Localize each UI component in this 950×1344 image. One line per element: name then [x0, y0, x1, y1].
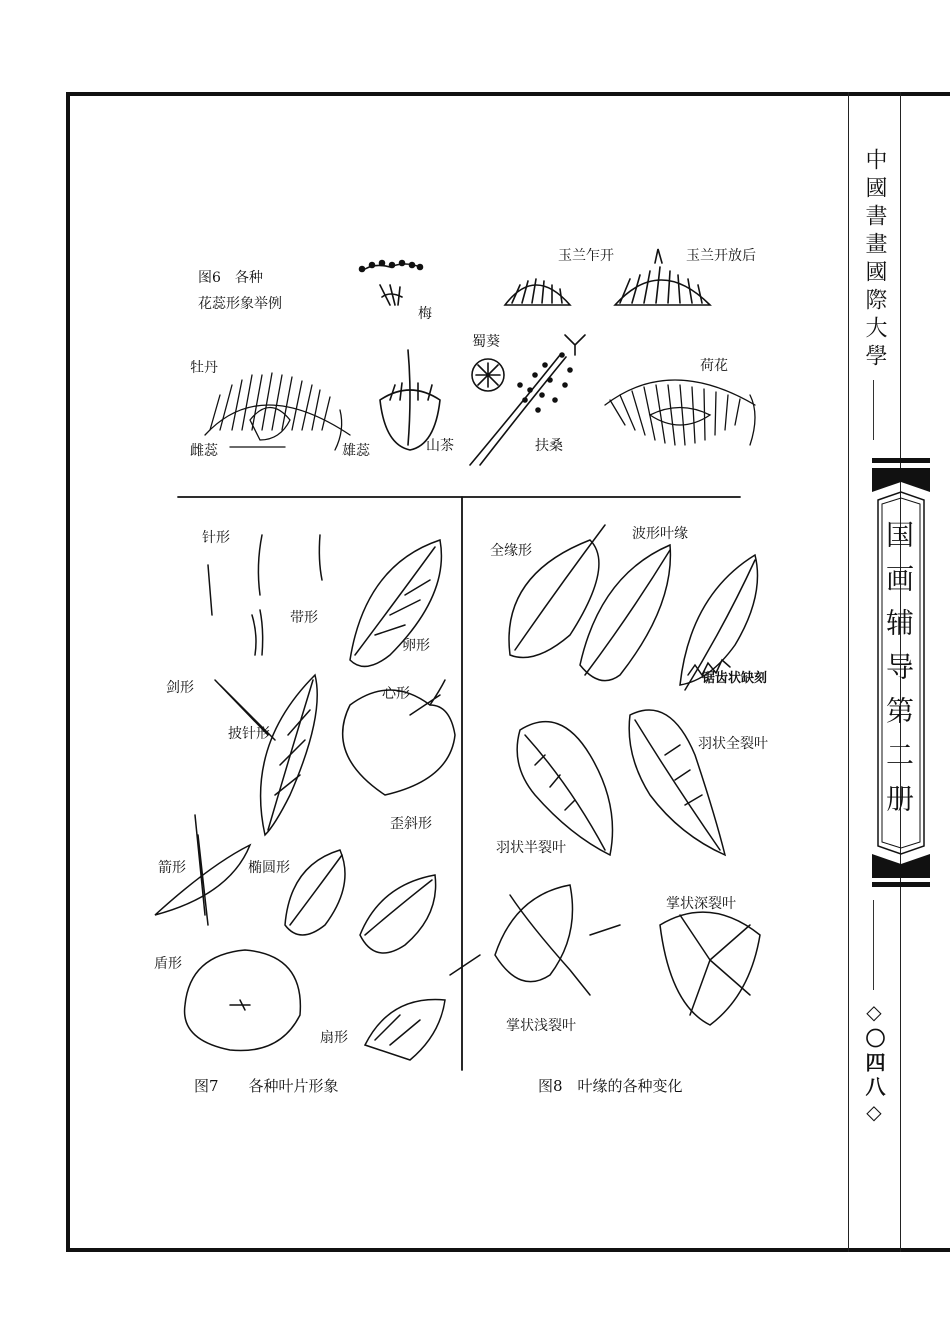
series-title: 中國書畫國際大學 — [862, 148, 887, 372]
label-luanxing: 卵形 — [402, 638, 430, 654]
label-mei: 梅 — [418, 306, 432, 322]
label-cirui: 雌蕊 — [190, 443, 218, 459]
label-tuoyuanxing: 椭圆形 — [248, 860, 290, 876]
book-title: 国画辅导第二册 — [882, 520, 915, 828]
fig6-drawings — [205, 249, 755, 465]
label-xinxing: 心形 — [382, 686, 410, 702]
label-daixing: 带形 — [290, 610, 318, 626]
label-pizhenxing: 披针形 — [228, 726, 270, 742]
illustration-area — [150, 235, 790, 1105]
fig6-caption-line1: 图6 各种 — [198, 270, 263, 286]
label-shancha: 山茶 — [426, 438, 454, 454]
label-hehua: 荷花 — [700, 358, 728, 374]
label-zhangzhuangshenlieye: 掌状深裂叶 — [666, 896, 736, 912]
label-quanyuanxing: 全缘形 — [490, 543, 532, 559]
sidebar-divider-bottom — [873, 900, 874, 990]
fig6-caption-line2: 花蕊形象举例 — [198, 296, 282, 312]
label-waixiexing: 歪斜形 — [390, 816, 432, 832]
label-boxingyeyuan: 波形叶缘 — [632, 526, 688, 542]
label-dunxing: 盾形 — [154, 956, 182, 972]
label-mudan: 牡丹 — [190, 360, 218, 376]
label-shanxing: 扇形 — [320, 1030, 348, 1046]
label-zhenxing: 针形 — [202, 530, 230, 546]
label-yuzhuangbanlieye: 羽状半裂叶 — [496, 840, 566, 856]
label-jianxing2: 箭形 — [158, 860, 186, 876]
page-number: ◇〇四八◇ — [862, 1000, 886, 1128]
fig8-drawings — [450, 525, 760, 1025]
label-juchizhuangqueke: 锯齿状缺刻 — [702, 671, 768, 686]
botanical-sketches — [150, 235, 790, 1105]
label-yulan-zhakai: 玉兰乍开 — [558, 248, 614, 264]
fig8-caption: 图8 叶缘的各种变化 — [538, 1077, 683, 1095]
label-zhangzhuangqianlieye: 掌状浅裂叶 — [506, 1018, 576, 1034]
label-fusang: 扶桑 — [535, 438, 563, 454]
book-title-panel — [870, 458, 932, 888]
label-yulan-kaifanghou: 玉兰开放后 — [686, 248, 756, 264]
label-yuzhuangquanlieye: 羽状全裂叶 — [698, 736, 768, 752]
label-jianxing: 剑形 — [166, 680, 194, 696]
sidebar-rule-left — [848, 92, 849, 1252]
label-xiongrui: 雄蕊 — [342, 443, 370, 459]
sidebar-divider-top — [873, 380, 874, 440]
fig7-caption: 图7 各种叶片形象 — [194, 1077, 339, 1095]
label-shukui: 蜀葵 — [472, 334, 500, 350]
